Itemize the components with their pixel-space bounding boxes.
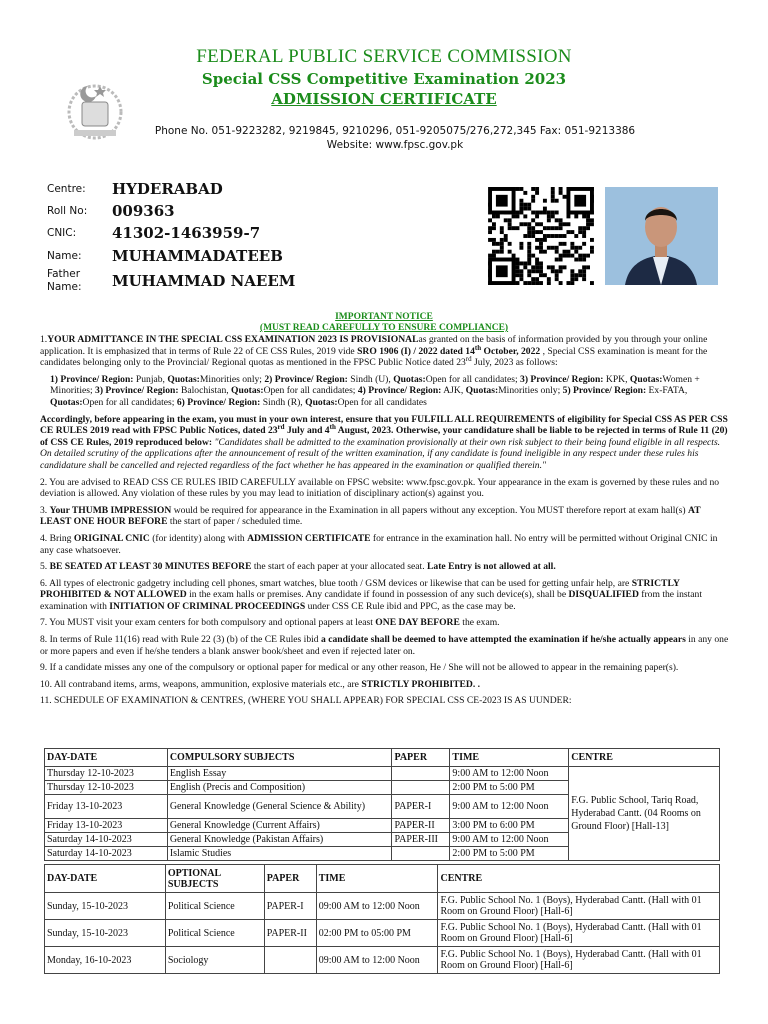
text-segment: Ex-FATA, — [646, 385, 688, 397]
column-header: DAY-DATE — [45, 749, 168, 767]
notice-subheading: (MUST READ CAREFULLY TO ENSURE COMPLIANCE) — [259, 323, 509, 333]
instruction-paragraph — [40, 578, 730, 613]
text-segment: 6) Province/ Region: — [176, 396, 261, 408]
table-cell: English Essay — [167, 767, 392, 781]
text-segment: Accordingly, before appearing in the exam, you must in your own interest, ensure that you FULFILL ALL REQUIREMENTS of eligibility for Special CSS AS PER CSS CE RULES 2019 read with FPSC Public Notices, dated 23 — [40, 413, 728, 437]
table-cell: Sunday, 15-10-2023 — [45, 893, 166, 920]
text-segment: would be required for appearance in the Examination in all papers without any exception. You MUST therefore report at exam hall(s) — [171, 504, 688, 516]
table-row — [45, 767, 720, 781]
notice-heading: IMPORTANT NOTICE — [335, 312, 433, 322]
text-segment: KPK, — [603, 373, 630, 385]
text-segment: 2. You are advised to READ CSS CE RULES IBID CAREFULLY available on FPSC website: www.fpsc.gov.pk. Your appearance in the exam is governed by these rules and no deviation is allowed. Any violation of these rules by you may lead to initiation of disciplinary action(s) against you. — [40, 476, 720, 500]
table-row — [45, 920, 720, 947]
table-cell: Saturday 14-10-2023 — [45, 847, 168, 861]
table-cell: English (Precis and Composition) — [167, 781, 392, 795]
text-segment: rd — [465, 355, 472, 363]
optional-schedule-table — [44, 864, 720, 974]
table-cell: 2:00 PM to 5:00 PM — [450, 781, 569, 795]
text-segment: in any one or more papers and even if he/she tenders a blank answer book/sheet and even if rejected later on. — [40, 634, 729, 657]
table-header-row — [45, 749, 720, 767]
commission-title: FEDERAL PUBLIC SERVICE COMMISSION — [196, 46, 572, 67]
text-segment: Late Entry is not allowed at all. — [427, 561, 556, 573]
important-notice-heading — [0, 312, 768, 334]
text-segment: a candidate shall be deemed to have attempted the examination if he/she actually appears — [321, 634, 686, 646]
text-segment: as granted on the basis of information provided by you through your online application. It is emphasized that in terms of Rule 22 of CE CSS Rules, 2019 vide — [40, 334, 708, 357]
text-segment: 9. If a candidate misses any one of the compulsory or optional paper for medical or any other reason, He / She will not be allowed to appear in the remaining paper(s). — [40, 662, 679, 674]
table-cell: Thursday 12-10-2023 — [45, 767, 168, 781]
column-header: TIME — [450, 749, 569, 767]
text-segment: Sindh (R), — [260, 396, 306, 408]
table-cell: Sociology — [165, 947, 264, 974]
text-segment: 1. — [40, 334, 48, 345]
instruction-paragraph — [40, 617, 730, 629]
table-cell: 9:00 AM to 12:00 Noon — [450, 767, 569, 781]
table-row — [45, 893, 720, 920]
text-segment: 1) Province/ Region: — [50, 373, 134, 385]
text-segment: rd — [277, 422, 285, 431]
table-cell: Sunday, 15-10-2023 — [45, 920, 166, 947]
table-row — [45, 947, 720, 974]
table-cell: Political Science — [165, 920, 264, 947]
table-cell: Saturday 14-10-2023 — [45, 833, 168, 847]
table-cell: PAPER-II — [392, 819, 450, 833]
text-segment: ADMISSION CERTIFICATE — [247, 532, 371, 544]
exam-title: Special CSS Competitive Examination 2023 — [201, 70, 567, 88]
text-segment: July, 2023 as follows: — [471, 357, 558, 369]
field-value: HYDERABAD — [112, 180, 223, 198]
table-cell: PAPER-III — [392, 833, 450, 847]
certificate-title: ADMISSION CERTIFICATE — [271, 90, 497, 108]
text-segment: Open for all candidates; — [263, 385, 358, 397]
instruction-paragraph — [40, 634, 730, 657]
table-cell: 9:00 AM to 12:00 Noon — [450, 833, 569, 847]
instruction-paragraph — [40, 334, 730, 369]
text-segment: 3) Province/ Region: — [520, 373, 604, 385]
table-cell: Thursday 12-10-2023 — [45, 781, 168, 795]
text-segment: under CSS CE Rule ibid and PPC, as the case may be. — [305, 600, 516, 612]
field-value: MUHAMMADATEEB — [112, 247, 283, 265]
field-label: Centre: — [47, 183, 86, 195]
text-segment: Open for all candidates; — [82, 396, 177, 408]
text-segment: 10. All contraband items, arms, weapons, ammunition, explosive materials etc., are — [40, 678, 362, 690]
field-label: Father Name: — [47, 268, 82, 293]
instruction-paragraph — [40, 505, 730, 528]
text-segment: STRICTLY PROHIBITED. . — [361, 678, 481, 690]
text-segment: STRICTLY PROHIBITED & NOT ALLOWED — [40, 577, 680, 601]
text-segment: Punjab, — [133, 373, 168, 385]
text-segment: 6. All types of electronic gadgetry including cell phones, smart watches, blue tooth / GSM devices or likewise that can be used for getting unfair help, are — [40, 577, 632, 589]
instructions — [40, 334, 730, 712]
text-segment: 4. Bring — [40, 532, 74, 544]
text-segment: ONE DAY BEFORE — [375, 617, 460, 629]
centre-cell: F.G. Public School, Tariq Road, Hyderabad Cantt. (04 Rooms on Ground Floor) [Hall-13] — [569, 767, 720, 861]
table-cell: Monday, 16-10-2023 — [45, 947, 166, 974]
instruction-paragraph — [40, 695, 730, 707]
compulsory-schedule-table — [44, 748, 720, 861]
column-header: CENTRE — [569, 749, 720, 767]
text-segment: AT LEAST ONE HOUR BEFORE — [40, 504, 701, 528]
text-segment: Open for all candidates — [337, 396, 427, 408]
text-segment: Quotas: — [50, 396, 83, 408]
table-cell: 02:00 PM to 05:00 PM — [316, 920, 438, 947]
table-cell — [264, 947, 316, 974]
table-cell: F.G. Public School No. 1 (Boys), Hyderabad Cantt. (Hall with 01 Room on Ground Floor) [Hall-6] — [438, 920, 720, 947]
column-header: TIME — [316, 865, 438, 893]
column-header: DAY-DATE — [45, 865, 166, 893]
table-cell: 2:00 PM to 5:00 PM — [450, 847, 569, 861]
instruction-paragraph — [40, 679, 730, 691]
table-cell: General Knowledge (General Science & Ability) — [167, 795, 392, 819]
table-cell: Friday 13-10-2023 — [45, 795, 168, 819]
text-segment: Sindh (U), — [347, 373, 394, 385]
text-segment: Minorities only; — [498, 385, 563, 397]
text-segment: INITIATION OF CRIMINAL PROCEEDINGS — [109, 600, 306, 612]
instruction-paragraph — [40, 374, 730, 409]
text-segment: YOUR ADMITTANCE IN THE SPECIAL CSS EXAMINATION 2023 IS PROVISIONAL — [47, 334, 419, 345]
field-label: Roll No: — [47, 205, 88, 217]
candidate-photo — [605, 187, 718, 285]
text-segment: 5. — [40, 561, 50, 573]
table-cell: F.G. Public School No. 1 (Boys), Hyderabad Cantt. (Hall with 01 Room on Ground Floor) [Hall-6] — [438, 947, 720, 974]
text-segment: 3) Province/ Region: — [95, 385, 179, 397]
text-segment: th — [474, 343, 482, 352]
table-cell: Political Science — [165, 893, 264, 920]
text-segment: SRO 1906 (I) / 2022 dated 14 — [357, 345, 475, 357]
table-cell: PAPER-I — [392, 795, 450, 819]
text-segment: AJK, — [441, 385, 466, 397]
instruction-paragraph — [40, 414, 730, 472]
instruction-paragraph — [40, 662, 730, 674]
table-cell: 9:00 AM to 12:00 Noon — [450, 795, 569, 819]
text-segment: 8. In terms of Rule 11(16) read with Rule 22 (3) (b) of the CE Rules ibid — [40, 634, 322, 646]
field-value: 009363 — [112, 202, 175, 220]
field-label: CNIC: — [47, 227, 77, 239]
instruction-paragraph — [40, 561, 730, 573]
text-segment: Open for all candidates; — [425, 373, 521, 385]
text-segment: Quotas: — [167, 373, 200, 385]
table-cell: F.G. Public School No. 1 (Boys), Hyderabad Cantt. (Hall with 01 Room on Ground Floor) [Hall-6] — [438, 893, 720, 920]
text-segment: Quotas: — [393, 373, 426, 385]
table-cell: 3:00 PM to 6:00 PM — [450, 819, 569, 833]
table-cell: General Knowledge (Pakistan Affairs) — [167, 833, 392, 847]
text-segment: 3. — [40, 504, 50, 516]
table-cell: General Knowledge (Current Affairs) — [167, 819, 392, 833]
text-segment: from the instant examination with — [40, 589, 703, 612]
text-segment: BE SEATED AT LEAST 30 MINUTES BEFORE — [49, 561, 252, 573]
field-value: 41302-1463959-7 — [112, 224, 261, 242]
contact-info: Phone No. 051-9223282, 9219845, 9210296, 051-9205075/276,272,345 Fax: 051-9213386 Website: www.fpsc.gov.pk — [154, 125, 636, 151]
table-cell — [392, 781, 450, 795]
table-cell: Islamic Studies — [167, 847, 392, 861]
table-cell: 09:00 AM to 12:00 Noon — [316, 947, 438, 974]
text-segment: Your THUMB IMPRESSION — [49, 504, 172, 516]
text-segment: (for identity) along with — [149, 532, 248, 544]
table-cell: PAPER-I — [264, 893, 316, 920]
column-header: COMPULSORY SUBJECTS — [167, 749, 392, 767]
instruction-paragraph — [40, 477, 730, 500]
text-segment: July and 4 — [284, 425, 330, 437]
text-segment: Minorities only; — [199, 373, 265, 385]
table-cell: 09:00 AM to 12:00 Noon — [316, 893, 438, 920]
field-label: Name: — [47, 250, 82, 262]
text-segment: Quotas: — [465, 385, 499, 397]
text-segment: 7. You MUST visit your exam centers for both compulsory and optional papers at least — [40, 617, 376, 629]
table-cell — [392, 847, 450, 861]
column-header: CENTRE — [438, 865, 720, 893]
text-segment: the start of each paper at your allocated seat. — [251, 561, 428, 573]
text-segment: the exam. — [459, 617, 500, 629]
text-segment: DISQUALIFIED — [568, 589, 639, 601]
column-header: PAPER — [392, 749, 450, 767]
text-segment: October, 2022 — [481, 345, 541, 357]
table-header-row — [45, 865, 720, 893]
text-segment: th — [329, 422, 336, 431]
text-segment: Quotas: — [305, 396, 338, 408]
text-segment: ORIGINAL CNIC — [73, 532, 150, 544]
table-cell: PAPER-II — [264, 920, 316, 947]
column-header: OPTIONAL SUBJECTS — [165, 865, 264, 893]
text-segment: in the exam halls or premises. Any candidate if found in possession of any such device(s), shall be — [186, 589, 569, 601]
table-cell: Friday 13-10-2023 — [45, 819, 168, 833]
text-segment: the start of paper / scheduled time. — [167, 516, 303, 528]
text-segment: for entrance in the examination hall. No entry will be permitted without Original CNIC in any case whatsoever. — [40, 532, 718, 556]
text-segment: 11. SCHEDULE OF EXAMINATION & CENTRES, (WHERE YOU SHALL APPEAR) FOR SPECIAL CSS CE-2023 IS AS UUNDER: — [40, 695, 572, 707]
text-segment: August, 2023. Otherwise, your candidature shall be liable to be rejected in terms of Rule 11 (20) of CSS CE Rules, 2019 reproduced below: — [40, 425, 728, 448]
instruction-paragraph — [40, 533, 730, 556]
text-segment: 5) Province/ Region: — [562, 385, 647, 397]
text-segment: Balochistan, — [178, 385, 232, 397]
field-value: MUHAMMAD NAEEM — [112, 272, 296, 290]
text-segment: "Candidates shall be admitted to the examination provisionally at their own risk subject to their being found eligible in all respects. On detailed scrutiny of the applications after the announcement of result of the written examination, if any candidate is found ineligible in any respect under these rules his candidature shall be cancelled and rejected regardless of the fact whether he has appeared in the examination or qualified therein." — [40, 436, 721, 471]
text-segment: Quotas: — [629, 373, 663, 385]
text-segment: Women + Minorities; — [50, 373, 700, 397]
text-segment: Quotas: — [231, 385, 264, 397]
text-segment: 4) Province/ Region: — [357, 385, 442, 397]
text-segment: , Special CSS examination is meant for the candidates belonging only to the Provincial/ Regional quotas as mentioned in the FPSC Public Notice dated 23 — [40, 345, 708, 369]
text-segment: 2) Province/ Region: — [264, 373, 348, 385]
column-header: PAPER — [264, 865, 316, 893]
table-cell — [392, 767, 450, 781]
qr-code — [487, 187, 595, 285]
